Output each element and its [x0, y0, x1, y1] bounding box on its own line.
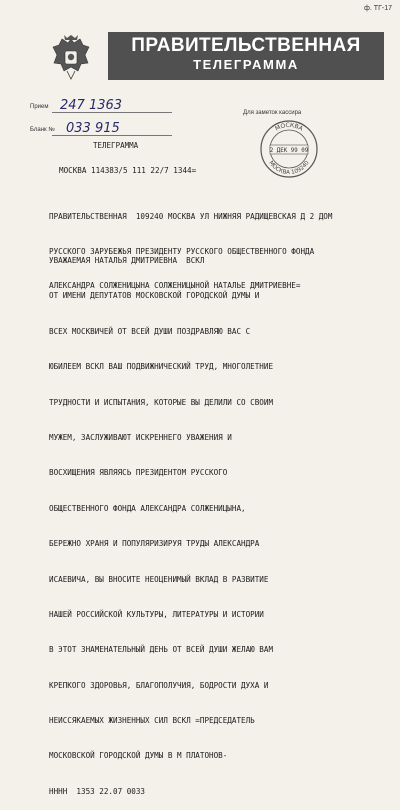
body-line: ВОСХИЩЕНИЯ ЯВЛЯЯСЬ ПРЕЗИДЕНТОМ РУССКОГО [49, 468, 228, 478]
received-handwritten: 247 1363 [60, 98, 123, 113]
body-line: В ЭТОТ ЗНАМЕНАТЕЛЬНЫЙ ДЕНЬ ОТ ВСЕЙ ДУШИ ЖЕЛАЮ ВАМ [49, 645, 274, 655]
body-line: КРЕПКОГО ЗДОРОВЬЯ, БЛАГОПОЛУЧИЯ, БОДРОСТИ ДУХА И [49, 680, 269, 690]
form-number-handwritten: 033 915 [66, 121, 120, 136]
address-line: ПРАВИТЕЛЬСТВЕННАЯ 109240 МОСКВА УЛ НИЖНЯЯ РАДИЩЕВСКАЯ Д 2 ДОМ [49, 212, 333, 221]
cashier-notes-label: Для заметок кассира [243, 110, 302, 116]
coat-of-arms-icon [50, 33, 92, 81]
body-line: ВСЕХ МОСКВИЧЕЙ ОТ ВСЕЙ ДУШИ ПОЗДРАВЛЯЮ ВАС С [49, 326, 251, 336]
body-line: НННН 1353 22.07 0033 [49, 786, 146, 796]
banner-title: ПРАВИТЕЛЬСТВЕННАЯ [131, 35, 361, 56]
body-line: ОТ ИМЕНИ ДЕПУТАТОВ МОСКОВСКОЙ ГОРОДСКОЙ ДУМЫ И [49, 291, 260, 301]
message-body [49, 232, 273, 810]
address-line: АЛЕКСАНДРА СОЛЖЕНИЦЫНА СОЛЖЕНИЦЫНОЙ НАТАЛЬЕ ДМИТРИЕВНЕ= [49, 281, 301, 290]
body-line: УВАЖАЕМАЯ НАТАЛЬЯ ДМИТРИЕВНА ВСКЛ [49, 256, 205, 265]
body-line: НЕИССЯКАЕМЫХ ЖИЗНЕННЫХ СИЛ ВСКЛ =ПРЕДСЕДАТЕЛЬ [49, 716, 255, 726]
telegram-word: ТЕЛЕГРАММА [93, 141, 139, 150]
body-line: ОБЩЕСТВЕННОГО ФОНДА АЛЕКСАНДРА СОЛЖЕНИЦЫНА, [49, 503, 246, 513]
form-number-label: Бланк № [30, 127, 55, 133]
header-line: МОСКВА 114383/5 111 22/7 1344= [59, 166, 197, 175]
telegram-banner [108, 32, 384, 80]
stamp-bottom-text: МОСКВА 109240 [267, 160, 311, 177]
postmark-stamp [258, 118, 320, 180]
received-label: Прием [30, 104, 49, 110]
body-line: ТРУДНОСТИ И ИСПЫТАНИЯ, КОТОРЫЕ ВЫ ДЕЛИЛИ СО СВОИМ [49, 397, 274, 407]
stamp-date: 2 ДЕК 99 09 [269, 148, 309, 154]
body-line: НАШЕЙ РОССИЙСКОЙ КУЛЬТУРЫ, ЛИТЕРАТУРЫ И ИСТОРИИ [49, 609, 264, 619]
body-line: БЕРЕЖНО ХРАНЯ И ПОПУЛЯРИЗИРУЯ ТРУДЫ АЛЕКСАНДРА [49, 539, 260, 549]
body-line: МОСКОВСКОЙ ГОРОДСКОЙ ДУМЫ В М ПЛАТОНОВ- [49, 751, 228, 761]
body-line: МУЖЕМ, ЗАСЛУЖИВАЮТ ИСКРЕННЕГО УВАЖЕНИЯ И [49, 432, 232, 442]
body-line: ИСАЕВИЧА, ВЫ ВНОСИТЕ НЕОЦЕНИМЫЙ ВКЛАД В РАЗВИТИЕ [49, 574, 269, 584]
banner-subtitle: ТЕЛЕГРАММА [193, 57, 299, 72]
address-line: РУССКОГО ЗАРУБЕЖЬЯ ПРЕЗИДЕНТУ РУССКОГО ОБЩЕСТВЕННОГО ФОНДА [49, 246, 315, 256]
form-code: ф. ТГ-17 [364, 5, 392, 12]
stamp-top-text: МОСКВА [274, 121, 305, 133]
body-line: ЮБИЛЕЕМ ВСКЛ ВАШ ПОДВИЖНИЧЕСКИЙ ТРУД, МНОГОЛЕТНИЕ [49, 362, 274, 372]
